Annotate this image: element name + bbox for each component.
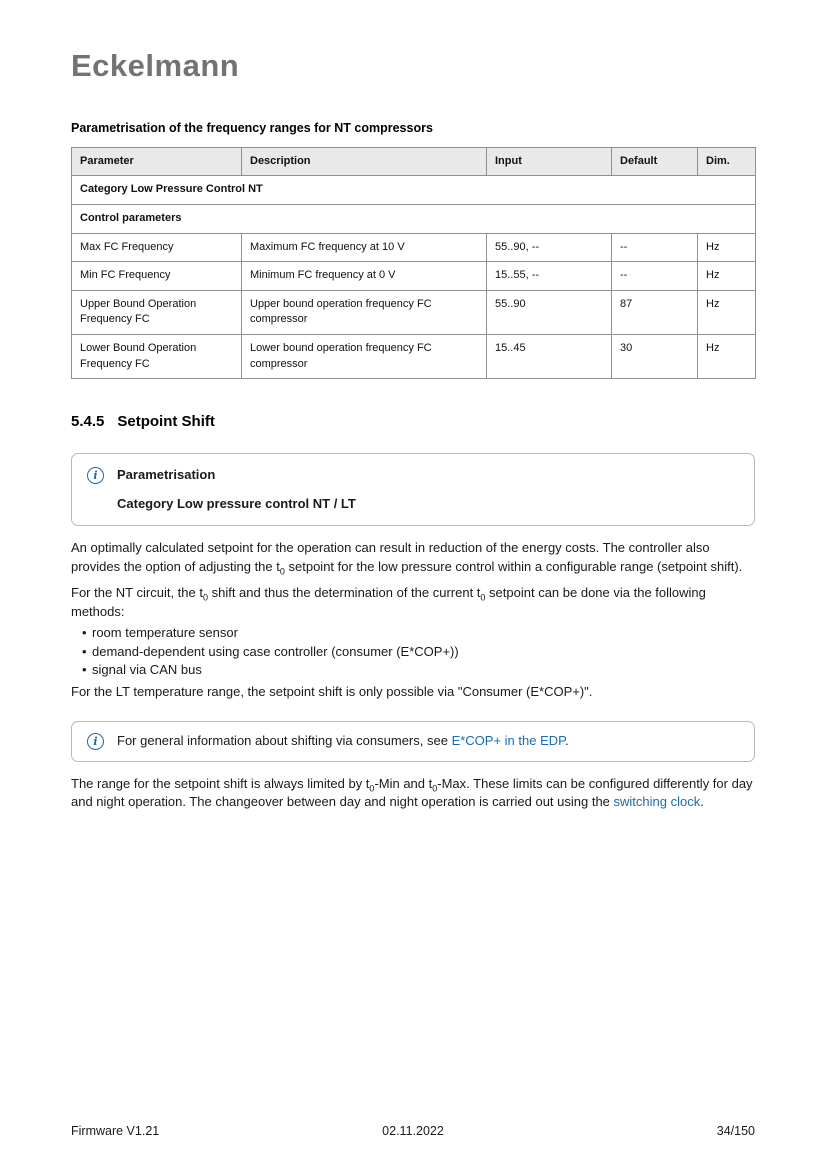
column-header-dim: Dim.: [698, 147, 756, 176]
cell-parameter: Upper Bound Operation Frequency FC: [72, 290, 242, 334]
cell-dim: Hz: [698, 290, 756, 334]
cell-dim: Hz: [698, 335, 756, 379]
cell-description: Lower bound operation frequency FC compressor: [242, 335, 487, 379]
cell-default: 87: [612, 290, 698, 334]
page-footer: [71, 1123, 755, 1141]
text-segment: For general information about shifting via consumers, see: [117, 733, 452, 749]
column-header-input: Input: [487, 147, 612, 176]
cell-parameter: Lower Bound Operation Frequency FC: [72, 335, 242, 379]
subscript-zero: 0: [369, 783, 375, 794]
link-switching-clock[interactable]: switching clock: [613, 793, 701, 809]
table-row: [72, 233, 756, 262]
section-number: 5.4.5: [71, 413, 105, 431]
info-box-content: [117, 466, 356, 514]
table-row: [72, 290, 756, 334]
cell-description: Maximum FC frequency at 10 V: [242, 233, 487, 262]
cell-input: 55..90, --: [487, 233, 612, 262]
cell-default: 30: [612, 335, 698, 379]
cell-dim: Hz: [698, 262, 756, 291]
text-segment: An optimally calculated setpoint for the operation can result in reduction of the energy costs. The controller also provides the option of adjusting the t: [71, 540, 710, 574]
cell-parameter: Min FC Frequency: [72, 262, 242, 291]
footer-date: 02.11.2022: [382, 1124, 444, 1139]
cell-default: --: [612, 233, 698, 262]
footer-firmware-version: Firmware V1.21: [71, 1124, 160, 1139]
section-title: Setpoint Shift: [117, 413, 215, 431]
group-control-parameters-label: Control parameters: [72, 204, 756, 233]
paragraph-nt-circuit: [71, 584, 755, 621]
text-segment: The range for the setpoint shift is always limited by t: [71, 775, 370, 791]
table-row: [72, 262, 756, 291]
column-header-description: Description: [242, 147, 487, 176]
cell-description: Upper bound operation frequency FC compressor: [242, 290, 487, 334]
info-icon: i: [87, 733, 104, 750]
paragraph-setpoint-range: [71, 775, 755, 812]
cell-parameter: Max FC Frequency: [72, 233, 242, 262]
text-segment: -Min and t: [374, 775, 433, 791]
text-segment: setpoint can be done via the following methods:: [71, 585, 706, 619]
table-group-row: [72, 204, 756, 233]
info-box-ecop-reference: [71, 721, 755, 761]
column-header-default: Default: [612, 147, 698, 176]
subscript-zero: 0: [480, 592, 486, 603]
list-item: • room temperature sensor: [71, 624, 755, 642]
frequency-table-heading: Parametrisation of the frequency ranges for NT compressors: [71, 121, 433, 136]
text-segment: setpoint for the low pressure control within a configurable range (setpoint shift).: [284, 558, 743, 574]
info-line-category: Category Low pressure control NT / LT: [117, 496, 356, 511]
cell-dim: Hz: [698, 233, 756, 262]
text-segment: .: [700, 793, 704, 809]
frequency-parameters-table: [71, 147, 756, 379]
footer-page-number: 34/150: [716, 1124, 755, 1139]
cell-default: --: [612, 262, 698, 291]
link-ecop-edp[interactable]: E*COP+ in the EDP: [451, 733, 566, 749]
list-item: • signal via CAN bus: [71, 661, 755, 679]
text-segment: -Max. These limits can be configured differently for day and night operation. The changeover between day and night operation is carried out using the: [71, 775, 753, 809]
list-item: • demand-dependent using case controller (consumer (E*COP+)): [71, 643, 755, 661]
info-box-content: [117, 732, 569, 750]
text-segment: For the NT circuit, the t: [71, 585, 203, 601]
info-icon: i: [87, 467, 104, 484]
column-header-parameter: Parameter: [72, 147, 242, 176]
subscript-zero: 0: [202, 592, 208, 603]
subscript-zero: 0: [432, 783, 438, 794]
table-header-row: [72, 147, 756, 176]
paragraph-lt-range: For the LT temperature range, the setpoint shift is only possible via "Consumer (E*COP+)".: [71, 683, 593, 699]
subscript-zero: 0: [279, 566, 285, 577]
section-heading-setpoint-shift: [71, 411, 755, 432]
eckelmann-logo: Eckelmann: [71, 48, 240, 83]
cell-input: 15..45: [487, 335, 612, 379]
table-group-row: [72, 176, 756, 205]
cell-description: Minimum FC frequency at 0 V: [242, 262, 487, 291]
table-row: [72, 335, 756, 379]
text-segment: shift and thus the determination of the current t: [207, 585, 481, 601]
text-segment: .: [565, 733, 569, 749]
setpoint-methods-list: [71, 624, 755, 679]
paragraph-setpoint-intro: [71, 539, 755, 576]
cell-input: 15..55, --: [487, 262, 612, 291]
group-category-label: Category Low Pressure Control NT: [72, 176, 756, 205]
info-line-parametrisation: Parametrisation: [117, 466, 216, 482]
info-box-parametrisation: [71, 453, 755, 527]
cell-input: 55..90: [487, 290, 612, 334]
